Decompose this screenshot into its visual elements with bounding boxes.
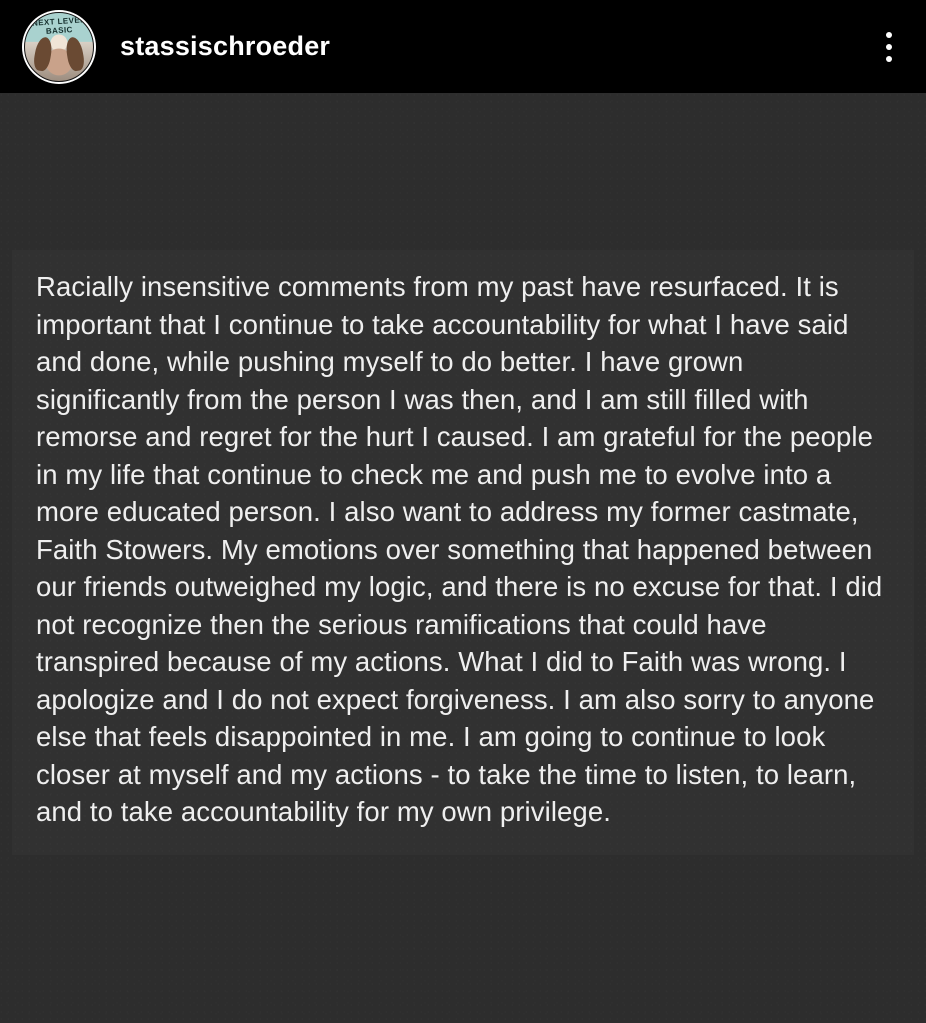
dot-2 — [886, 44, 892, 50]
story-content-area[interactable] — [0, 93, 926, 1023]
dot-3 — [886, 56, 892, 62]
dot-1 — [886, 32, 892, 38]
avatar-decor-left — [32, 35, 54, 71]
story-header — [0, 0, 926, 93]
avatar[interactable] — [22, 10, 96, 84]
avatar-overlay-label: NEXT LEVEL BASIC — [31, 14, 86, 36]
username-label[interactable]: stassischroeder — [120, 31, 331, 61]
more-options-icon[interactable] — [874, 27, 904, 67]
avatar-decor-right — [64, 35, 86, 71]
story-text: Racially insensitive comments from my past have resurfaced. It is important that I continue to take accountability for what I have said and done, while pushing myself to do better. I have grown significantly from the person I was then, and I am still filled with remorse and regret for the hurt I caused. I am grateful for the people in my life that continue to check me and push me to evolve into a more educated person. I also want to address my former castmate, Faith Stowers. My emotions over something that happened between our friends outweighed my logic, and there is no excuse for that. I did not recognize then the serious ramifications that could have transpired because of my actions. What I did to Faith was wrong. I apologize and I do not expect forgiveness. I am also sorry to anyone else that feels disappointed in me. I am going to continue to look closer at myself and my actions - to take the time to listen, to learn, and to take accountability for my own privilege. — [36, 271, 891, 827]
story-text-panel — [12, 250, 914, 855]
avatar-image — [24, 12, 94, 82]
